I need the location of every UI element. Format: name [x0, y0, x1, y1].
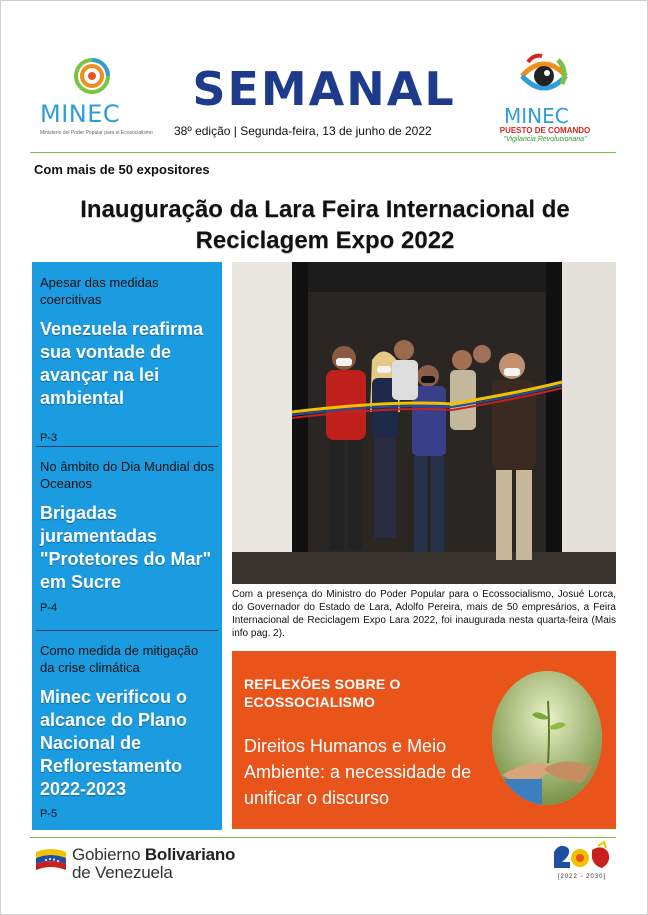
minec-brand-left: MINEC — [40, 100, 121, 128]
gobierno-bolivariano-logo — [72, 846, 235, 882]
hands-plant-image — [492, 671, 602, 805]
swirl-icon — [74, 58, 110, 94]
sidebar-story-kicker: No âmbito do Dia Mundial dos Oceanos — [40, 459, 215, 491]
sidebar-story-title: Brigadas juramentadas "Protetores do Mar" em Sucre — [40, 503, 212, 592]
plan-2030-logo — [550, 840, 614, 882]
vigilancia-label: "Vigilancia Revolucionaria" — [503, 136, 587, 143]
header-divider — [30, 152, 616, 153]
sidebar-story-page: P-4 — [40, 602, 58, 614]
sidebar-divider — [36, 446, 218, 447]
minec-logo-right — [488, 50, 608, 146]
sidebar-story-2[interactable] — [40, 458, 216, 614]
plan-2030-years: [2022 - 2030] — [557, 874, 607, 880]
feature-box[interactable] — [232, 651, 616, 829]
sidebar-story-title: Minec verificou o alcance do Plano Nacional de Reflorestamento 2022-2023 — [40, 687, 188, 799]
minec-brand-right: MINEC — [504, 104, 569, 128]
sidebar-news-column — [32, 262, 222, 830]
footer-divider — [30, 837, 616, 838]
feature-title: Direitos Humanos e Meio Ambiente: a necessidade de unificar o discurso — [244, 736, 472, 808]
lead-headline: Inauguração da Lara Feira Internacional de Reciclagem Expo 2022 — [80, 196, 570, 254]
sidebar-story-kicker: Como medida de mitigação da crise climática — [40, 643, 199, 675]
puesto-de-comando-label: PUESTO DE COMANDO — [499, 126, 591, 135]
gov-line1-bold: Bolivariano — [144, 845, 236, 864]
edition-line: 38º edição | Segunda-feira, 13 de junho de 2022 — [174, 124, 432, 138]
lead-kicker: Com mais de 50 expositores — [34, 162, 210, 177]
minec-tagline: Ministerio del Poder Popular para el Ecosocialismo — [40, 130, 153, 136]
venezuela-flag-icon — [34, 846, 68, 876]
sidebar-divider — [36, 630, 218, 631]
sidebar-story-page: P-5 — [40, 808, 58, 820]
hands-plant-illustration — [492, 671, 602, 805]
sidebar-story-3[interactable] — [40, 642, 216, 820]
gov-line1-regular: Gobierno — [72, 845, 145, 864]
sidebar-story-kicker: Apesar das medidas coercitivas — [40, 275, 159, 307]
plan-2030-emblem — [550, 840, 614, 874]
ribbon-cutting-illustration — [232, 262, 616, 584]
eye-icon — [518, 50, 570, 102]
sidebar-story-title: Venezuela reafirma sua vontade de avançar na lei ambiental — [40, 319, 204, 408]
masthead-title: SEMANAL — [192, 62, 456, 116]
gov-line2: de Venezuela — [72, 863, 173, 882]
sidebar-story-1[interactable] — [40, 274, 216, 444]
sidebar-story-page: P-3 — [40, 432, 58, 444]
minec-logo-left — [36, 58, 154, 148]
feature-kicker: REFLEXÕES SOBRE O ECOSSOCIALISMO — [244, 676, 401, 710]
photo-caption: Com a presença do Ministro do Poder Popular para o Ecossocialismo, Josué Lorca, do Governador do Estado de Lara, Adolfo Pereira, mais de 50 empresários, a Feira Internacional de Reciclagem Expo Lara 2022, foi inaugurada nesta quarta-feira (Mais info pag. 2). — [232, 589, 616, 639]
ribbon-cutting-photo — [232, 262, 616, 584]
